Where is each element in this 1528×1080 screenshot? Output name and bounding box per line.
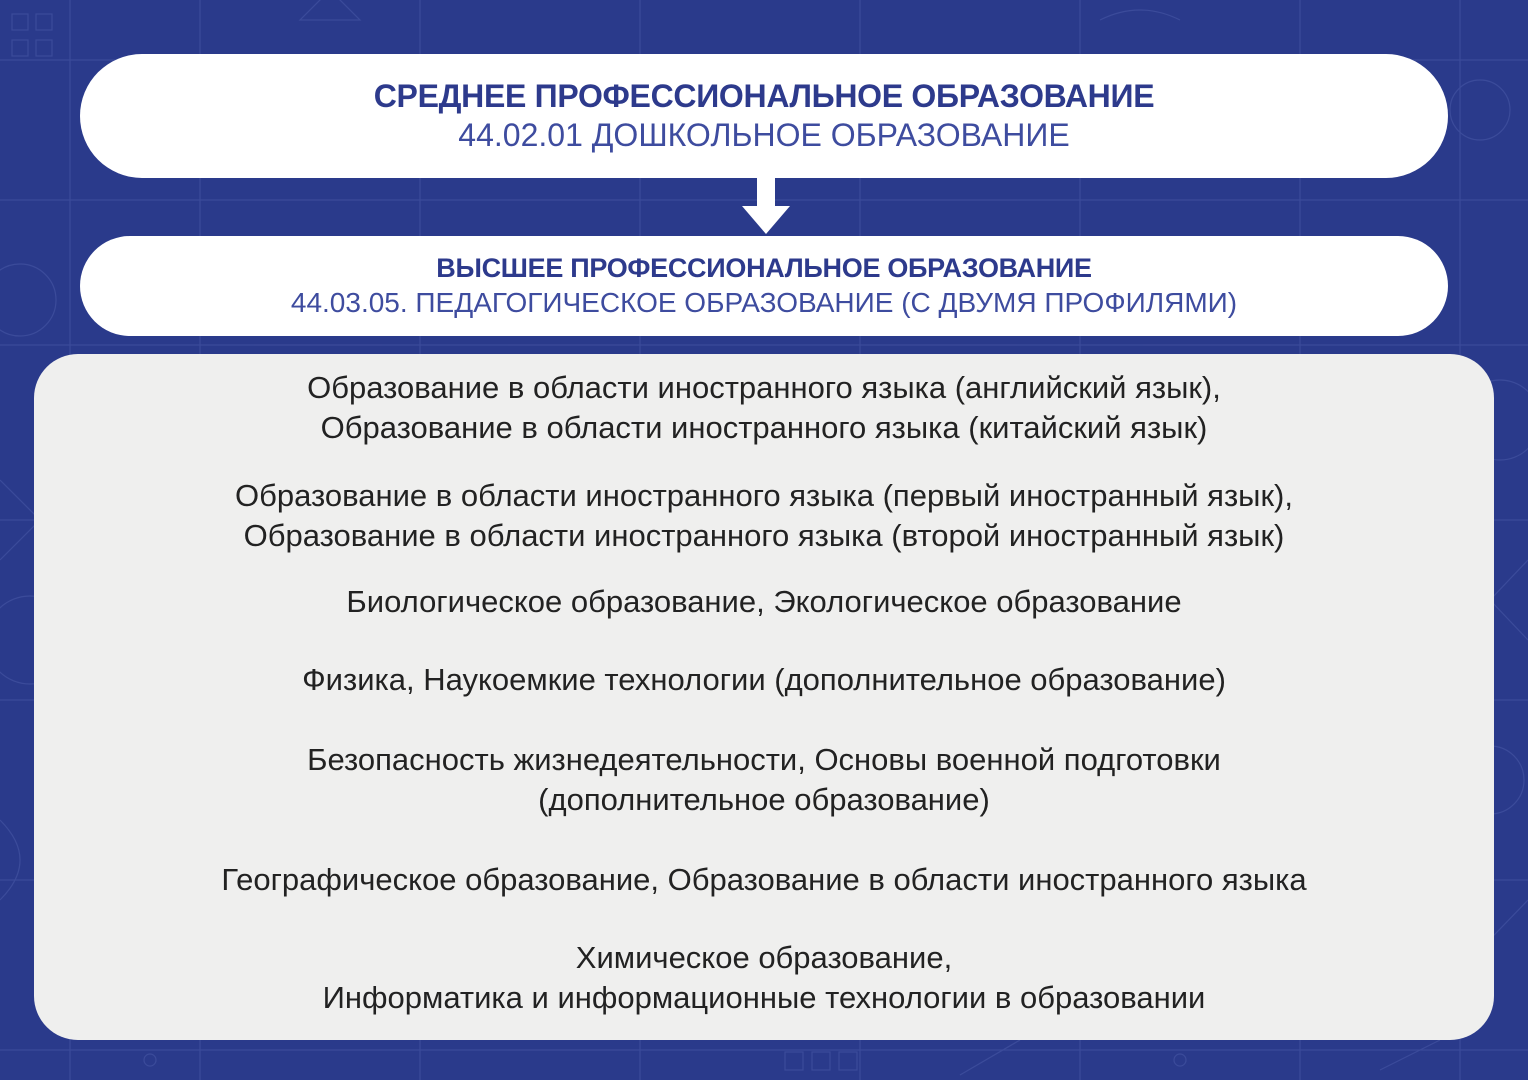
profile-group [34, 582, 1494, 622]
profile-line: Географическое образование, Образование в области иностранного языка [221, 862, 1307, 897]
secondary-education-box [80, 54, 1448, 178]
profile-line: Физика, Наукоемкие технологии (дополнительное образование) [302, 662, 1226, 697]
profile-line: (дополнительное образование) [538, 782, 990, 817]
higher-education-box [80, 236, 1448, 336]
secondary-education-program: 44.02.01 ДОШКОЛЬНОЕ ОБРАЗОВАНИЕ [458, 117, 1070, 153]
profile-group [34, 740, 1494, 820]
profile-line: Информатика и информационные технологии в образовании [322, 980, 1206, 1015]
arrow-down-icon [742, 178, 790, 234]
higher-education-program: 44.03.05. ПЕДАГОГИЧЕСКОЕ ОБРАЗОВАНИЕ (С ДВУМЯ ПРОФИЛЯМИ) [290, 286, 1238, 318]
higher-education-title: ВЫСШЕЕ ПРОФЕССИОНАЛЬНОЕ ОБРАЗОВАНИЕ [436, 252, 1092, 283]
profile-group [34, 660, 1494, 700]
secondary-education-title: СРЕДНЕЕ ПРОФЕССИОНАЛЬНОЕ ОБРАЗОВАНИЕ [373, 78, 1155, 114]
profile-group [34, 860, 1494, 900]
profiles-panel [34, 354, 1494, 1040]
profile-line: Биологическое образование, Экологическое образование [346, 584, 1182, 619]
profile-line: Образование в области иностранного языка (китайский язык) [320, 410, 1208, 445]
profile-line: Образование в области иностранного языка (первый иностранный язык), [235, 478, 1293, 513]
profile-group [34, 368, 1494, 448]
profile-line: Образование в области иностранного языка (английский язык), [307, 370, 1221, 405]
profile-group [34, 476, 1494, 556]
profile-line: Образование в области иностранного языка (второй иностранный язык) [243, 518, 1285, 553]
profile-line: Химическое образование, [575, 940, 953, 975]
profile-group [34, 938, 1494, 1018]
profile-line: Безопасность жизнедеятельности, Основы военной подготовки [307, 742, 1221, 777]
